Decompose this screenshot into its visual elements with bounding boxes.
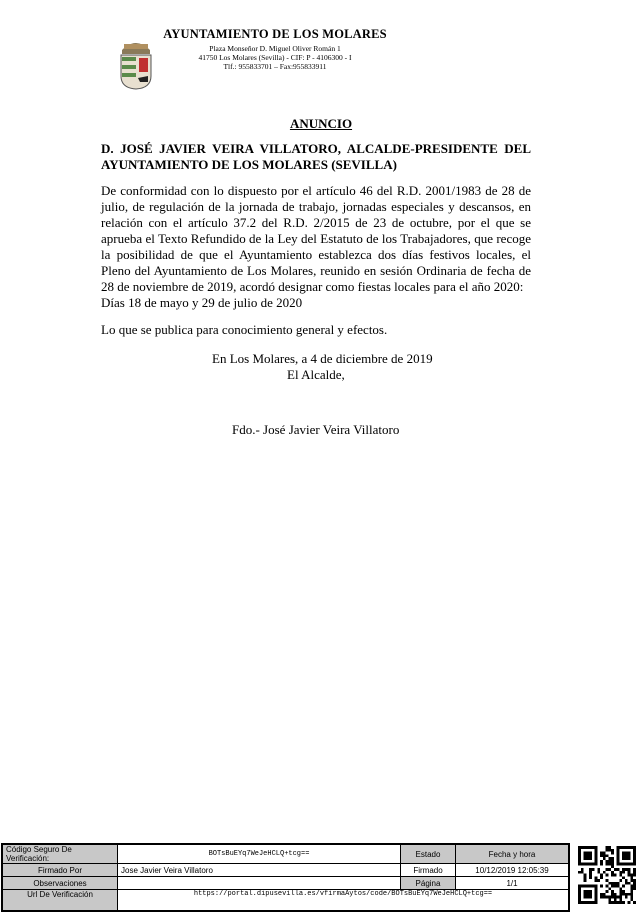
estado-label: Estado bbox=[401, 844, 456, 864]
csv-label: Código Seguro De Verificación: bbox=[2, 844, 118, 864]
body-paragraph: Días 18 de mayo y 29 de julio de 2020 bbox=[101, 295, 303, 310]
contact-line: Tlf.: 955833701 – Fax:955833911 bbox=[223, 62, 327, 71]
pagina-value: 1/1 bbox=[456, 877, 570, 890]
address-line: Plaza Monseñor D. Miguel Oliver Román 1 bbox=[209, 44, 341, 53]
document-title: ANUNCIO bbox=[289, 116, 353, 131]
signature-line: Fdo.- José Javier Veira Villatoro bbox=[232, 422, 400, 437]
coat-of-arms-logo bbox=[118, 36, 154, 90]
observaciones-value bbox=[118, 877, 401, 890]
url-label: Url De Verificación bbox=[2, 890, 118, 912]
observaciones-label: Observaciones bbox=[2, 877, 118, 890]
fecha-value: 10/12/2019 12:05:39 bbox=[456, 864, 570, 877]
estado-value: Firmado bbox=[401, 864, 456, 877]
address-line: 41750 Los Molares (Sevilla) - CIF: P - 4106300 - I bbox=[198, 53, 352, 62]
body-paragraph: Lo que se publica para conocimiento general y efectos. bbox=[101, 322, 388, 337]
document-heading: D. JOSÉ JAVIER VEIRA VILLATORO, ALCALDE-PRESIDENTE DEL AYUNTAMIENTO DE LOS MOLARES (SEVILLA) bbox=[101, 141, 531, 172]
qr-code bbox=[578, 846, 636, 904]
body-paragraph: De conformidad con lo dispuesto por el artículo 46 del R.D. 2001/1983 de 28 de julio, de regulación de la jornada de trabajo, jornadas especiales y descansos, en relación con el artículo 37.2 del R.D. 2/2015 de 23 de octubre, por el que se aprueba el Texto Refundido de la Ley del Estatuto de los Trabajadores, que recoge la posibilidad de que el Ayuntamiento establezca dos días festivos locales, el Pleno del Ayuntamiento de Los Molares, reunido en sesión Ordinaria de fecha de 28 de noviembre de 2019, acordó designar como fiestas locales para el año 2020: bbox=[101, 183, 531, 294]
pagina-label: Página bbox=[401, 877, 456, 890]
url-value[interactable]: https://portal.dipusevilla.es/vfirmaAytos/code/BOTsBuEYq7WeJeHCLQ+tcg== bbox=[118, 890, 570, 912]
firmado-por-label: Firmado Por bbox=[2, 864, 118, 877]
verification-table bbox=[1, 843, 570, 912]
signer-role: El Alcalde, bbox=[287, 367, 345, 382]
place-date: En Los Molares, a 4 de diciembre de 2019 bbox=[212, 351, 433, 366]
fecha-label: Fecha y hora bbox=[456, 844, 570, 864]
organization-name: AYUNTAMIENTO DE LOS MOLARES bbox=[163, 27, 387, 41]
firmado-por-value: Jose Javier Veira Villatoro bbox=[118, 864, 401, 877]
csv-value: BOTsBuEYq7WeJeHCLQ+tcg== bbox=[118, 844, 401, 864]
